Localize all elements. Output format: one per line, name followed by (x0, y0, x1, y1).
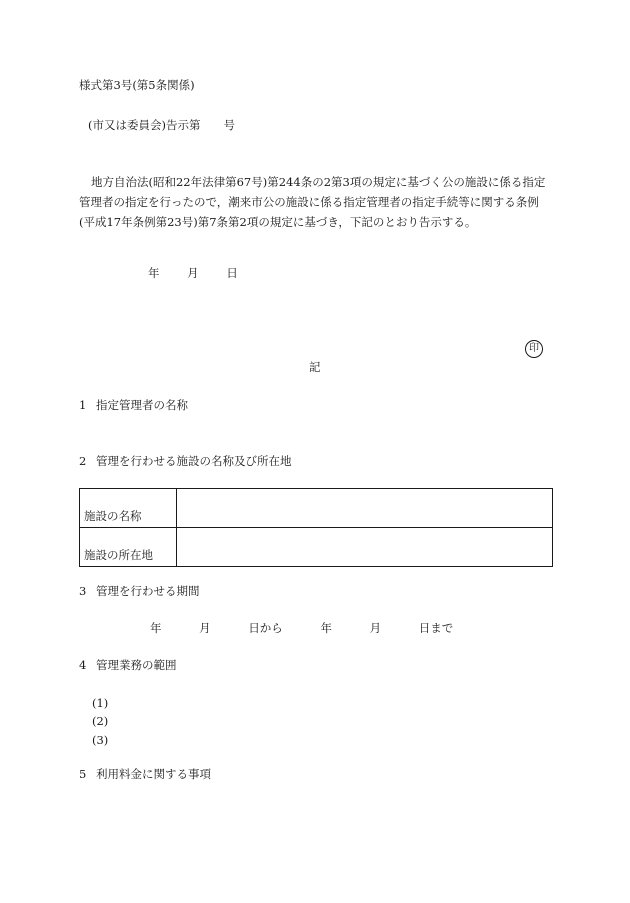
facility-table (79, 488, 553, 567)
scope-item: (3) (92, 733, 109, 747)
date-day-label: 日 (226, 266, 238, 280)
period-year-to: 年 (320, 621, 332, 635)
section-facility (79, 456, 292, 468)
form-number: 様式第3号(第5条関係) (79, 78, 195, 92)
period-year-from: 年 (150, 621, 162, 635)
facility-name-label: 施設の名称 (80, 489, 177, 528)
notice-body (79, 172, 559, 232)
period-line (150, 623, 453, 635)
body-line: 地方自治法(昭和22年法律第67号)第244条の2第3項の規定に基づく公の施設に係る指定 (91, 175, 546, 189)
period-month-from: 月 (199, 621, 211, 635)
date-year-label: 年 (148, 266, 160, 280)
section-number: 5 (79, 767, 87, 781)
date-month-label: 月 (187, 266, 199, 280)
section-scope (79, 660, 177, 672)
table-row (80, 528, 553, 567)
section-designated-manager (79, 400, 188, 412)
scope-item: (2) (92, 714, 109, 728)
table-row (80, 489, 553, 528)
period-month-to: 月 (369, 621, 382, 635)
period-day-to: 日まで (418, 621, 454, 635)
section-title: 管理を行わせる期間 (96, 584, 200, 598)
body-line: 管理者の指定を行ったので，潮来市公の施設に係る指定管理者の指定手続等に関する条例 (79, 195, 539, 209)
notice-date (148, 268, 238, 280)
ki-heading: 記 (309, 360, 321, 374)
body-line: (平成17年条例第23号)第7条第2項の規定に基づき，下記のとおり告示する。 (79, 215, 477, 229)
section-number: 3 (79, 584, 87, 598)
facility-location-label: 施設の所在地 (80, 528, 177, 567)
period-day-from: 日から (248, 621, 283, 635)
facility-location-value[interactable] (177, 528, 553, 567)
section-number: 4 (79, 658, 87, 672)
notice-header: (市又は委員会)告示第 号 (88, 118, 235, 132)
section-title: 利用料金に関する事項 (96, 767, 211, 781)
section-title: 管理業務の範囲 (96, 658, 177, 672)
seal-mark: 印 (525, 340, 543, 358)
section-number: 1 (79, 398, 87, 412)
section-number: 2 (79, 454, 87, 468)
section-usage-fee (79, 769, 211, 781)
section-period (79, 586, 200, 598)
scope-item: (1) (92, 696, 109, 710)
section-title: 管理を行わせる施設の名称及び所在地 (96, 454, 292, 468)
section-title: 指定管理者の名称 (96, 398, 188, 412)
facility-name-value[interactable] (177, 489, 553, 528)
